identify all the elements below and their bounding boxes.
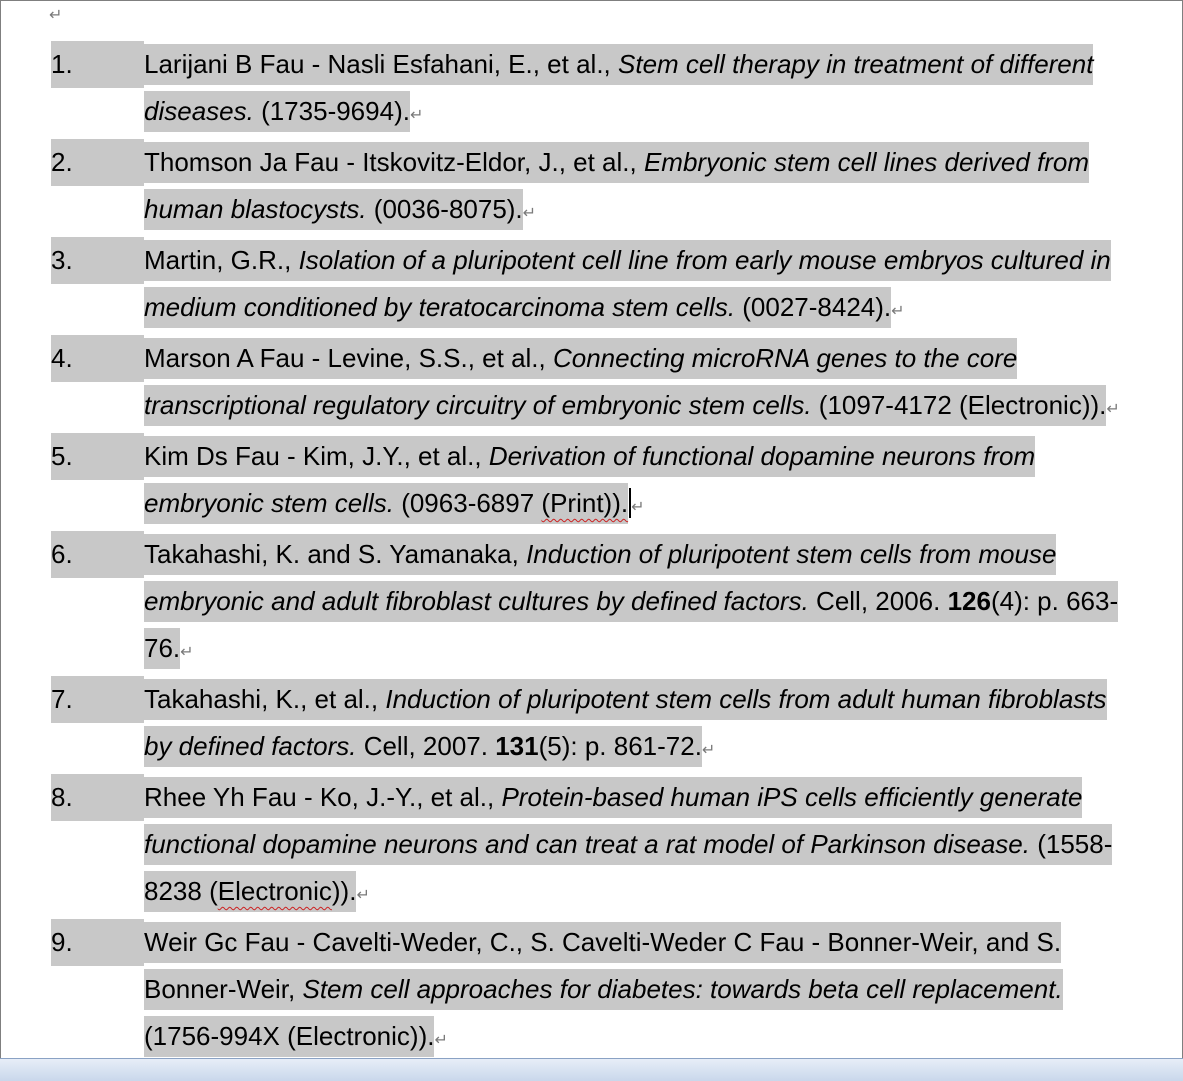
reference-number: 7. <box>51 676 144 723</box>
reference-text <box>144 777 1112 912</box>
paragraph-mark: ↵ <box>701 742 716 759</box>
reference-authors: Thomson Ja Fau - Itskovitz-Eldor, J., et al., <box>144 147 644 177</box>
empty-paragraph-mark: ↵ <box>49 7 63 24</box>
paragraph-mark: ↵ <box>356 887 370 904</box>
reference-text <box>144 338 1106 426</box>
paragraph-mark: ↵ <box>522 205 537 222</box>
reference-source: (0963-6897 <box>393 488 542 518</box>
reference-title: Stem cell therapy in treatment of different diseases. <box>144 49 1094 126</box>
spelling-flagged-text[interactable]: (Print)). <box>541 488 629 518</box>
reference-source: (0027-8424). <box>735 292 892 322</box>
reference-source-end: )). <box>331 876 357 906</box>
reference-title: Stem cell approaches for diabetes: towards beta cell replacement. <box>302 974 1063 1004</box>
reference-item[interactable] <box>51 335 1141 433</box>
reference-text <box>144 679 1107 767</box>
reference-pages: (5): p. 861-72. <box>538 731 702 761</box>
reference-text <box>144 436 1035 524</box>
reference-number: 6. <box>51 531 144 578</box>
paragraph-mark: ↵ <box>631 499 645 516</box>
reference-item[interactable] <box>51 139 1141 237</box>
reference-list[interactable] <box>51 41 1141 1064</box>
reference-text <box>144 44 1093 132</box>
reference-number: 1. <box>51 41 144 88</box>
reference-title: Connecting microRNA genes to the core transcriptional regulatory circuitry of embryonic stem cells. <box>144 343 1018 420</box>
reference-source: (1735-9694). <box>253 96 410 126</box>
reference-volume: 131 <box>495 731 539 761</box>
reference-authors: Takahashi, K., et al., <box>144 684 386 714</box>
reference-item[interactable] <box>51 531 1141 676</box>
reference-item[interactable] <box>51 676 1141 774</box>
reference-number: 9. <box>51 919 144 966</box>
paragraph-mark: ↵ <box>891 303 905 320</box>
paragraph-mark: ↵ <box>434 1032 448 1049</box>
reference-number: 2. <box>51 139 144 186</box>
reference-authors: Martin, G.R., <box>144 245 299 275</box>
reference-text <box>144 142 1089 230</box>
reference-item[interactable] <box>51 41 1141 139</box>
reference-text <box>144 534 1118 669</box>
reference-authors: Kim Ds Fau - Kim, J.Y., et al., <box>144 441 489 471</box>
reference-title: Isolation of a pluripotent cell line from early mouse embryos cultured in medium conditioned by teratocarcinoma stem cells. <box>144 245 1111 322</box>
reference-item[interactable] <box>51 919 1141 1064</box>
reference-item[interactable] <box>51 237 1141 335</box>
reference-text <box>144 922 1063 1057</box>
reference-volume: 126 <box>947 586 991 616</box>
reference-source: (1756-994X (Electronic)). <box>144 1021 435 1051</box>
reference-authors: Takahashi, K. and S. Yamanaka, <box>144 539 527 569</box>
reference-pages: (4): p. 663-76. <box>144 586 1119 663</box>
reference-title: Embryonic stem cell lines derived from human blastocysts. <box>144 147 1090 224</box>
spelling-flagged-text[interactable]: Electronic <box>217 876 332 906</box>
reference-number: 4. <box>51 335 144 382</box>
reference-title: Protein-based human iPS cells efficiently generate functional dopamine neurons and can treat a rat model of Parkinson disease. <box>144 782 1083 859</box>
reference-text <box>144 240 1111 328</box>
reference-authors: Larijani B Fau - Nasli Esfahani, E., et al., <box>144 49 618 79</box>
reference-source: Cell, 2006. <box>808 586 948 616</box>
reference-title: Induction of pluripotent stem cells from mouse embryonic and adult fibroblast cultures by defined factors. <box>144 539 1057 616</box>
reference-title: Induction of pluripotent stem cells from adult human fibroblasts by defined factors. <box>144 684 1107 761</box>
reference-source: (0036-8075). <box>373 194 523 224</box>
reference-number: 3. <box>51 237 144 284</box>
reference-number: 5. <box>51 433 144 480</box>
reference-number: 8. <box>51 774 144 821</box>
reference-item[interactable] <box>51 433 1141 531</box>
reference-authors: Rhee Yh Fau - Ko, J.-Y., et al., <box>144 782 502 812</box>
status-bar <box>0 1058 1183 1081</box>
paragraph-mark: ↵ <box>1106 401 1120 418</box>
reference-source: (1097-4172 (Electronic)). <box>811 390 1107 420</box>
reference-item[interactable] <box>51 774 1141 919</box>
paragraph-mark: ↵ <box>180 644 194 661</box>
reference-source: (1558-8238 ( <box>144 829 1113 906</box>
reference-source: Cell, 2007. <box>356 731 496 761</box>
reference-authors: Marson A Fau - Levine, S.S., et al., <box>144 343 553 373</box>
reference-authors: Weir Gc Fau - Cavelti-Weder, C., S. Cavelti-Weder C Fau - Bonner-Weir, and S. Bonner-Weir, <box>144 927 1062 1004</box>
reference-title: Derivation of functional dopamine neurons from embryonic stem cells. <box>144 441 1036 518</box>
paragraph-mark: ↵ <box>409 107 424 124</box>
